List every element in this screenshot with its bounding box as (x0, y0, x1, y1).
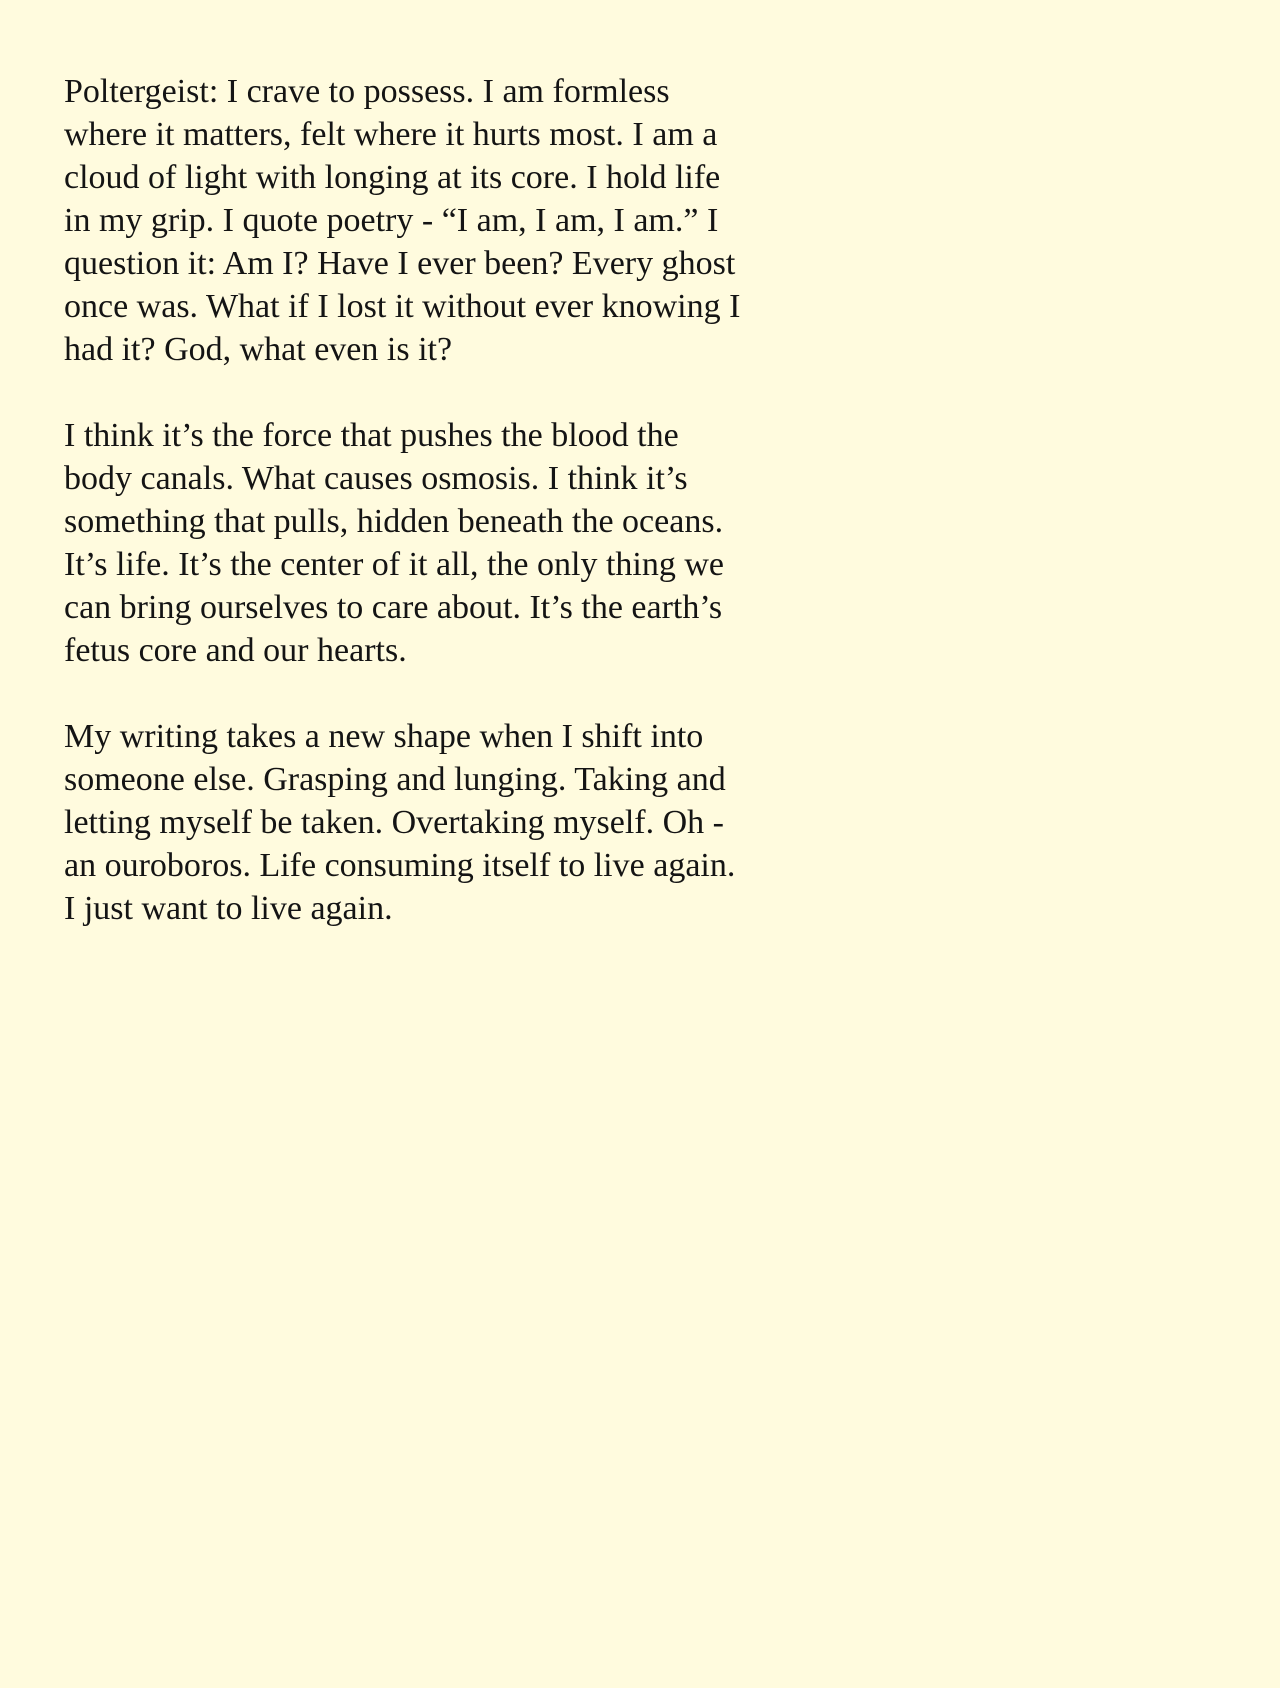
text-line: I think it’s the force that pushes the blood the (64, 417, 679, 454)
text-line: where it matters, felt where it hurts most. I am a (64, 116, 718, 153)
text-line: in my grip. I quote poetry - “I am, I am, I am.” I (64, 202, 719, 239)
text-line: can bring ourselves to care about. It’s the earth’s (64, 589, 723, 626)
text-line: Poltergeist: I crave to possess. I am formless (64, 73, 670, 110)
text-line: something that pulls, hidden beneath the oceans. (64, 503, 724, 540)
text-line: letting myself be taken. Overtaking myself. Oh - (64, 804, 724, 841)
text-line: cloud of light with longing at its core. I hold life (64, 159, 721, 196)
text-line: once was. What if I lost it without ever knowing I (64, 288, 741, 325)
text-line: an ouroboros. Life consuming itself to live again. (64, 847, 736, 884)
paragraph-2 (64, 414, 824, 672)
paragraph-3 (64, 715, 824, 930)
paragraph-1 (64, 70, 824, 371)
text-line: body canals. What causes osmosis. I think it’s (64, 460, 688, 497)
text-line: had it? God, what even is it? (64, 331, 453, 368)
text-line: someone else. Grasping and lunging. Taking and (64, 761, 726, 798)
text-line: fetus core and our hearts. (64, 632, 407, 669)
text-line: My writing takes a new shape when I shift into (64, 718, 704, 755)
text-line: I just want to live again. (64, 890, 393, 927)
text-line: question it: Am I? Have I ever been? Every ghost (64, 245, 736, 282)
text-line: It’s life. It’s the center of it all, the only thing we (64, 546, 724, 583)
document-body (64, 70, 824, 973)
